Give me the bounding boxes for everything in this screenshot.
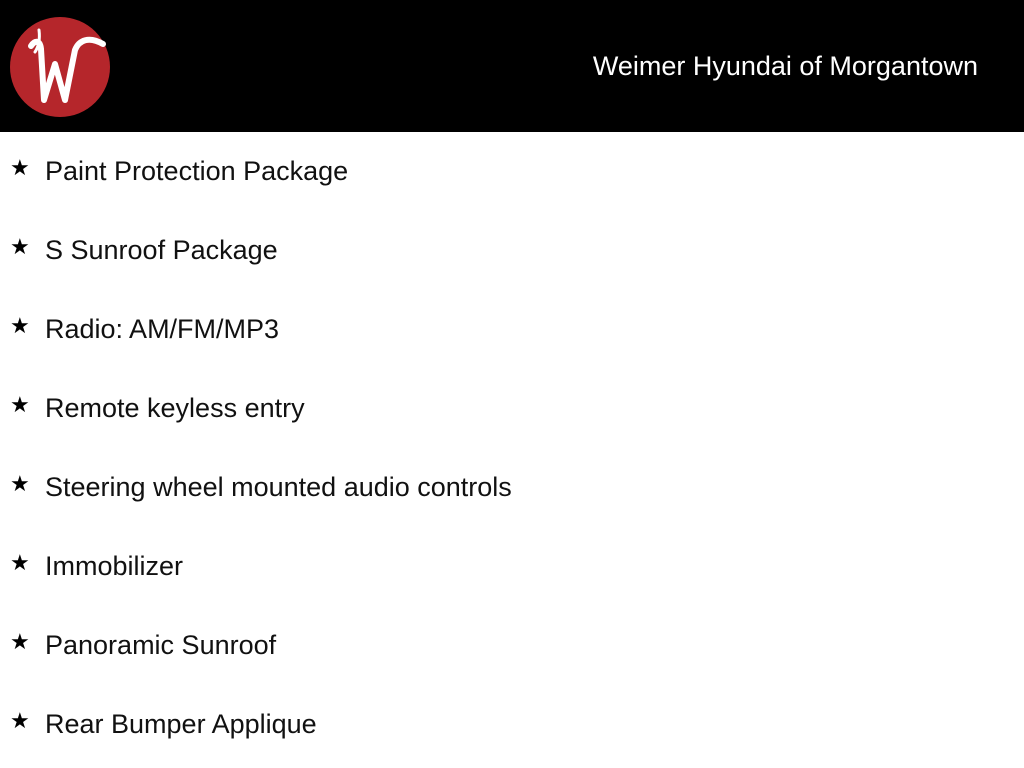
list-item xyxy=(0,369,1024,448)
list-item xyxy=(0,606,1024,685)
header-banner xyxy=(0,0,1024,132)
star-icon: ★ xyxy=(10,630,30,655)
list-item xyxy=(0,211,1024,290)
list-item xyxy=(0,132,1024,211)
star-icon: ★ xyxy=(10,156,30,181)
feature-label: Paint Protection Package xyxy=(45,156,349,186)
dealer-name: Weimer Hyundai of Morgantown xyxy=(592,51,978,81)
star-icon: ★ xyxy=(10,472,30,497)
star-icon: ★ xyxy=(10,551,30,576)
feature-label: S Sunroof Package xyxy=(45,235,278,265)
feature-label: Immobilizer xyxy=(45,551,184,581)
list-item xyxy=(0,448,1024,527)
weimer-w-logo-icon xyxy=(9,16,111,118)
feature-label: Radio: AM/FM/MP3 xyxy=(45,314,280,344)
features-list xyxy=(0,132,1024,764)
feature-label: Remote keyless entry xyxy=(45,393,305,423)
list-item xyxy=(0,527,1024,606)
feature-label: Steering wheel mounted audio controls xyxy=(45,472,512,502)
star-icon: ★ xyxy=(10,314,30,339)
star-icon: ★ xyxy=(10,393,30,418)
list-item xyxy=(0,290,1024,369)
feature-label: Rear Bumper Applique xyxy=(45,709,317,739)
list-item xyxy=(0,685,1024,764)
feature-label: Panoramic Sunroof xyxy=(45,630,277,660)
star-icon: ★ xyxy=(10,235,30,260)
star-icon: ★ xyxy=(10,709,30,734)
